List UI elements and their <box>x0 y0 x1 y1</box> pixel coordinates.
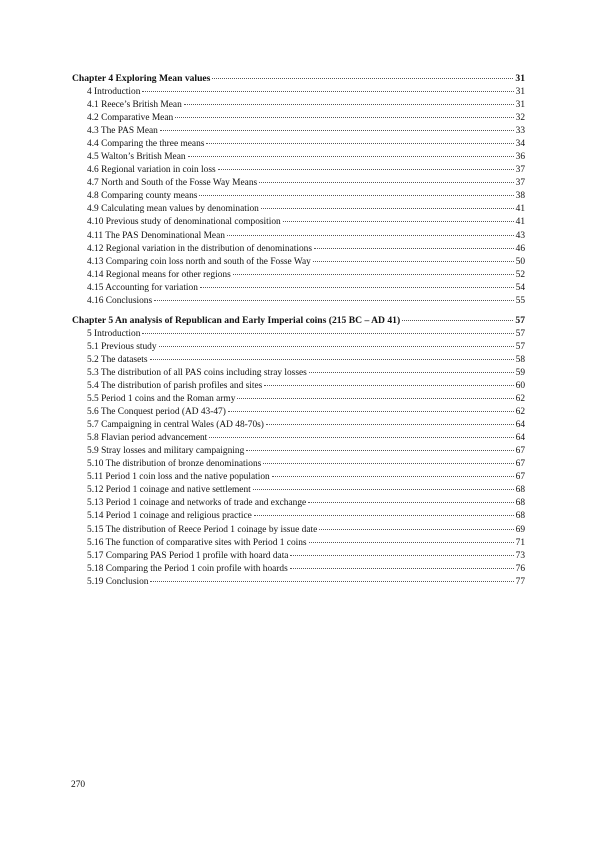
dot-leader <box>313 261 514 262</box>
entry-title: 5.11 Period 1 coin loss and the native population <box>87 472 270 483</box>
toc-entry[interactable] <box>72 445 525 458</box>
entry-page: 68 <box>515 511 525 522</box>
toc-entry[interactable] <box>72 341 525 354</box>
chapter-4-section <box>72 72 525 308</box>
chapter-title: Chapter 5 An analysis of Republican and Early Imperial coins (215 BC – AD 41) <box>72 314 401 326</box>
entry-title: 4.4 Comparing the three means <box>87 139 205 150</box>
toc-entry[interactable] <box>72 243 525 256</box>
entry-title: 5 Introduction <box>87 328 141 339</box>
entry-page: 32 <box>515 113 525 124</box>
entry-page: 43 <box>515 230 525 241</box>
entry-title: 4.5 Walton’s British Mean <box>87 152 186 163</box>
dot-leader <box>142 333 513 334</box>
entry-title: 5.6 The Conquest period (AD 43-47) <box>87 407 226 418</box>
dot-leader <box>206 143 513 144</box>
entry-page: 62 <box>515 407 525 418</box>
entry-page: 54 <box>515 282 525 293</box>
entry-page: 69 <box>515 524 525 535</box>
entry-page: 57 <box>515 341 525 352</box>
toc-entry[interactable] <box>72 497 525 510</box>
entry-page: 37 <box>515 165 525 176</box>
chapter-heading[interactable] <box>72 314 525 328</box>
toc-entry[interactable] <box>72 138 525 151</box>
toc-entry[interactable] <box>72 406 525 419</box>
dot-leader <box>188 156 514 157</box>
dot-leader <box>319 529 513 530</box>
entry-title: 4.14 Regional means for other regions <box>87 269 231 280</box>
toc-entry[interactable] <box>72 164 525 177</box>
toc-entry[interactable] <box>72 393 525 406</box>
toc-entry[interactable] <box>72 203 525 216</box>
entry-title: 5.18 Comparing the Period 1 coin profile with hoards <box>87 563 288 574</box>
toc-entry[interactable] <box>72 550 525 563</box>
entry-page: 62 <box>515 394 525 405</box>
entry-title: 4.12 Regional variation in the distribution of denominations <box>87 243 312 254</box>
entry-title: 4.2 Comparative Mean <box>87 113 174 124</box>
entry-title: 4.6 Regional variation in coin loss <box>87 165 216 176</box>
toc-entry[interactable] <box>72 510 525 523</box>
toc-entry[interactable] <box>72 125 525 138</box>
entry-title: 5.5 Period 1 coins and the Roman army <box>87 394 236 405</box>
dot-leader <box>290 568 514 569</box>
dot-leader <box>253 489 514 490</box>
entry-title: 4.3 The PAS Mean <box>87 126 158 137</box>
dot-leader <box>309 542 514 543</box>
toc-entry[interactable] <box>72 537 525 550</box>
entry-title: 4.10 Previous study of denominational composition <box>87 217 281 228</box>
entry-page: 41 <box>515 204 525 215</box>
entry-title: 5.16 The function of comparative sites with Period 1 coins <box>87 537 307 548</box>
entry-page: 67 <box>515 472 525 483</box>
dot-leader <box>290 555 513 556</box>
toc-entry[interactable] <box>72 151 525 164</box>
dot-leader <box>263 463 513 464</box>
dot-leader <box>159 346 514 347</box>
dot-leader <box>209 437 513 438</box>
entry-page: 64 <box>515 420 525 431</box>
dot-leader <box>283 221 514 222</box>
toc-entry[interactable] <box>72 354 525 367</box>
toc-entry[interactable] <box>72 328 525 341</box>
dot-leader <box>309 372 514 373</box>
dot-leader <box>314 248 514 249</box>
toc-entry[interactable] <box>72 230 525 243</box>
dot-leader <box>200 287 514 288</box>
entry-title: 4.7 North and South of the Fosse Way Means <box>87 178 258 189</box>
toc-entry[interactable] <box>72 419 525 432</box>
chapter-entries <box>72 86 525 308</box>
toc-entry[interactable] <box>72 484 525 497</box>
entry-page: 57 <box>515 328 525 339</box>
entry-page: 34 <box>515 139 525 150</box>
chapter-title: Chapter 4 Exploring Mean values <box>72 73 211 84</box>
toc-entry[interactable] <box>72 190 525 203</box>
entry-title: 4.13 Comparing coin loss north and south of the Fosse Way <box>87 256 311 267</box>
entry-page: 41 <box>515 217 525 228</box>
entry-title: 4.15 Accounting for variation <box>87 282 198 293</box>
entry-title: 5.8 Flavian period advancement <box>87 433 208 444</box>
entry-page: 71 <box>515 537 525 548</box>
dot-leader <box>254 515 514 516</box>
toc-entry[interactable] <box>72 269 525 282</box>
entry-page: 59 <box>515 367 525 378</box>
toc-entry[interactable] <box>72 99 525 112</box>
dot-leader <box>228 411 514 412</box>
entry-page: 67 <box>515 446 525 457</box>
toc-entry[interactable] <box>72 86 525 99</box>
dot-leader <box>264 385 513 386</box>
entry-page: 36 <box>515 152 525 163</box>
entry-page: 33 <box>515 126 525 137</box>
dot-leader <box>212 78 513 79</box>
entry-page: 67 <box>515 459 525 470</box>
dot-leader <box>246 450 513 451</box>
entry-title: 4.11 The PAS Denominational Mean <box>87 230 225 241</box>
entry-title: 4.16 Conclusions <box>87 295 153 306</box>
dot-leader <box>150 359 514 360</box>
entry-page: 64 <box>515 433 525 444</box>
table-of-contents <box>72 72 525 594</box>
page-number: 270 <box>71 780 86 790</box>
entry-title: 5.17 Comparing PAS Period 1 profile with hoard data <box>87 550 289 561</box>
entry-page: 31 <box>515 87 525 97</box>
chapter-heading[interactable] <box>72 72 525 86</box>
dot-leader <box>259 182 513 183</box>
entry-title: 5.4 The distribution of parish profiles and sites <box>87 380 263 391</box>
entry-title: 5.1 Previous study <box>87 341 157 352</box>
toc-entry[interactable] <box>72 177 525 190</box>
dot-leader <box>402 320 513 321</box>
dot-leader <box>272 476 514 477</box>
dot-leader <box>308 502 513 503</box>
toc-entry[interactable] <box>72 458 525 471</box>
entry-title: 5.10 The distribution of bronze denominations <box>87 459 262 470</box>
chapter-5-section <box>72 314 525 589</box>
entry-title: 4.8 Comparing county means <box>87 191 198 202</box>
dot-leader <box>184 104 514 105</box>
entry-title: 5.7 Campaigning in central Wales (AD 48-70s) <box>87 420 264 431</box>
toc-entry[interactable] <box>72 295 525 308</box>
entry-page: 68 <box>515 498 525 509</box>
entry-title: 4.9 Calculating mean values by denomination <box>87 204 259 215</box>
entry-page: 73 <box>515 550 525 561</box>
chapter-page: 31 <box>515 73 525 84</box>
chapter-page: 57 <box>515 314 525 326</box>
toc-entry[interactable] <box>72 282 525 295</box>
toc-entry[interactable] <box>72 216 525 229</box>
toc-entry[interactable] <box>72 524 525 537</box>
dot-leader <box>266 424 514 425</box>
dot-leader <box>261 208 514 209</box>
entry-page: 60 <box>515 380 525 391</box>
entry-page: 52 <box>515 269 525 280</box>
toc-entry[interactable] <box>72 380 525 393</box>
entry-page: 76 <box>515 563 525 574</box>
dot-leader <box>237 398 513 399</box>
toc-entry[interactable] <box>72 112 525 125</box>
toc-entry[interactable] <box>72 432 525 445</box>
entry-page: 50 <box>515 256 525 267</box>
chapter-entries <box>72 328 525 589</box>
dot-leader <box>233 274 514 275</box>
entry-page: 58 <box>515 354 525 365</box>
entry-title: 5.14 Period 1 coinage and religious practice <box>87 511 252 522</box>
dot-leader <box>218 169 514 170</box>
entry-page: 37 <box>515 178 525 189</box>
entry-title: 5.13 Period 1 coinage and networks of trade and exchange <box>87 498 307 509</box>
entry-title: 4.1 Reece’s British Mean <box>87 100 182 111</box>
entry-page: 68 <box>515 485 525 496</box>
toc-entry[interactable] <box>72 256 525 269</box>
entry-page: 55 <box>515 295 525 306</box>
dot-leader <box>142 91 513 92</box>
entry-title: 5.15 The distribution of Reece Period 1 coinage by issue date <box>87 524 318 535</box>
entry-page: 38 <box>515 191 525 202</box>
toc-entry[interactable] <box>72 471 525 484</box>
entry-title: 5.3 The distribution of all PAS coins including stray losses <box>87 367 307 378</box>
entry-page: 77 <box>515 576 525 587</box>
dot-leader <box>160 130 514 131</box>
toc-entry[interactable] <box>72 367 525 380</box>
entry-title: 5.2 The datasets <box>87 354 148 365</box>
dot-leader <box>154 300 514 301</box>
dot-leader <box>199 195 513 196</box>
dot-leader <box>150 581 513 582</box>
toc-entry[interactable] <box>72 576 525 589</box>
entry-title: 4 Introduction <box>87 87 141 97</box>
entry-title: 5.19 Conclusion <box>87 576 149 587</box>
dot-leader <box>175 117 513 118</box>
entry-page: 46 <box>515 243 525 254</box>
entry-page: 31 <box>515 100 525 111</box>
entry-title: 5.9 Stray losses and military campaigning <box>87 446 245 457</box>
dot-leader <box>227 235 514 236</box>
toc-entry[interactable] <box>72 563 525 576</box>
entry-title: 5.12 Period 1 coinage and native settlement <box>87 485 251 496</box>
